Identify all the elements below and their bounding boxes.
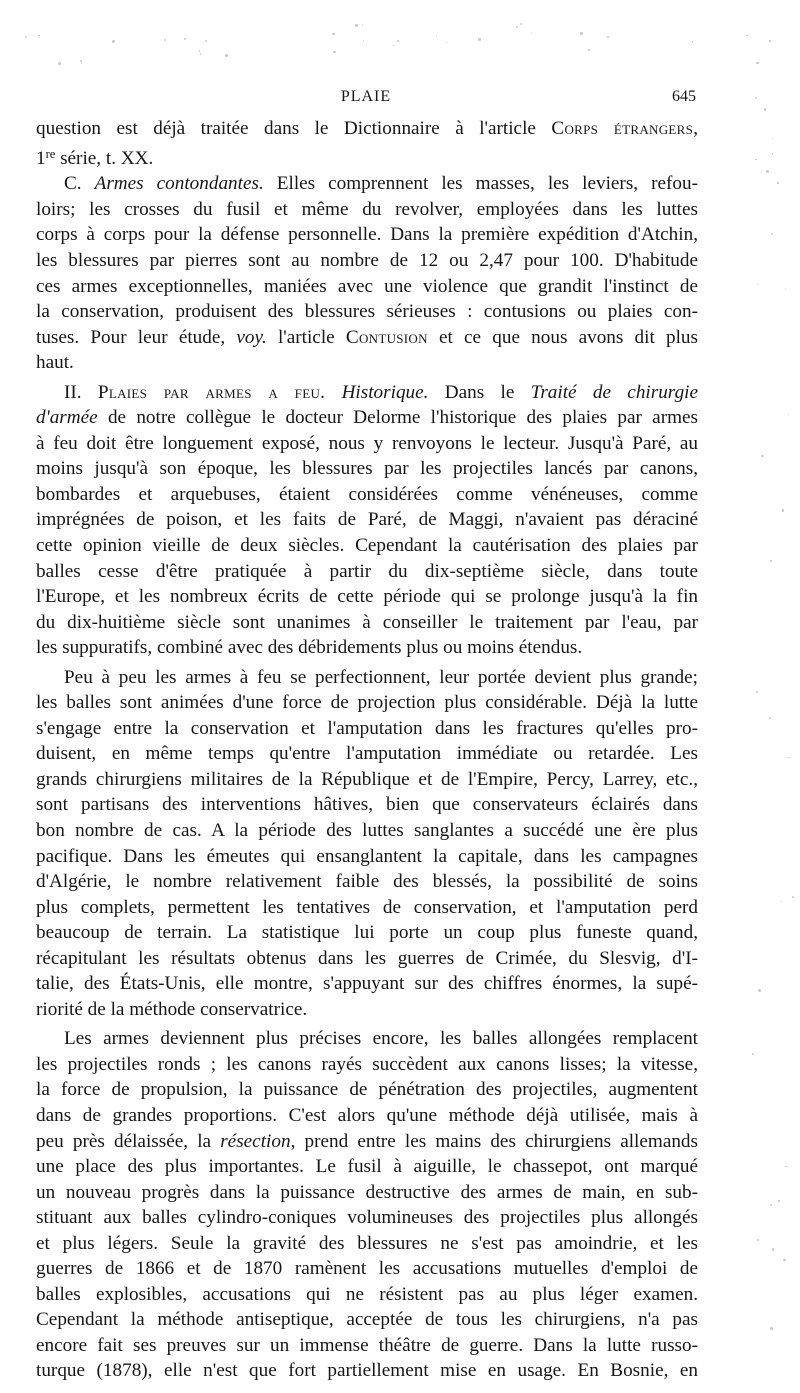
text-run: peu près délaissée, la [36,1130,221,1152]
speck [770,1327,773,1330]
text-line [36,997,698,1023]
speck [771,233,774,236]
text-run: tuses. Pour leur étude, [36,326,237,348]
speck [752,1053,754,1055]
text-line [36,1333,698,1359]
text-run: stituant aux balles cylindro-coniques volumineuses des projectiles plus allongés [36,1207,698,1229]
text-line [36,690,698,716]
speck [785,1166,786,1167]
text-line [36,405,698,431]
text-run: la force de propulsion, la puissance de pénétration des projectiles, augmentent [36,1079,698,1101]
text-run: balles explosibles, accusations qui ne résistent pas au plus léger examen. [36,1283,698,1305]
text-line [36,1205,698,1231]
speck [761,455,764,458]
running-title: PLAIE [340,88,392,105]
text-line [36,895,698,921]
text-run: voy. [236,326,267,348]
speck [755,97,757,99]
text-run: Corps étrangers [551,118,694,139]
speck [397,40,400,43]
speck [81,62,82,63]
speck [777,182,779,184]
text-run: ces armes exceptionnelles, maniées avec une violence que grandit l'instinct de [36,275,698,297]
text-line [36,431,698,457]
speck [516,26,517,27]
text-run: série, t. XX. [55,147,154,169]
speck [38,35,40,37]
speck [772,153,774,155]
text-line [36,299,698,325]
speck [769,717,771,719]
speck [225,54,228,57]
text-run: dans de grandes proportions. C'est alors qu'une méthode déjà utilisée, mais à [36,1105,698,1127]
text-line [36,482,698,508]
running-header [36,88,696,110]
speck [788,414,789,415]
speck [200,53,201,54]
text-run: à feu doit être longuement exposé, nous y renvoyons le lecteur. Jusqu'à Paré, au [36,432,698,454]
text-run: Contusion [345,326,428,348]
text-run: Les armes deviennent plus précises encore, les balles allongées remplacent [64,1028,698,1050]
text-run: du dix-huitième siècle sont unanimes à conseiller le traitement par l'eau, par [36,611,698,633]
text-run [325,382,341,403]
speck [764,108,766,110]
text-line [36,1154,698,1180]
speck [757,284,758,285]
text-line [36,946,698,972]
speck [588,49,590,51]
speck [164,39,166,41]
text-line [36,1307,698,1333]
speck [362,24,363,25]
text-line [36,635,698,661]
text-run: corps à corps pour la défense personnelle. Dans la première expédition d'Atchin, [36,224,698,246]
text-run: riorité de la méthode conservatrice. [36,998,308,1020]
speck [205,40,207,42]
text-line [36,1129,698,1155]
text-run: Historique. [341,381,429,403]
text-line [36,1282,698,1308]
text-line [36,533,698,559]
text-run: et ce que nous avons dit plus [427,326,698,348]
speck [770,1204,772,1206]
speck [778,1200,779,1201]
text-run: résection [220,1130,291,1152]
text-line [36,1103,698,1129]
text-run: moins jusqu'à son époque, les blessures par les projectiles lancés par canons, [36,458,698,480]
speck [436,35,437,36]
text-line [36,197,698,223]
speck [783,1259,785,1261]
text-run: Peu à peu les armes à feu se perfectionnent, leur portée devient plus grande; [64,666,698,688]
speck [184,38,186,40]
text-run: un nouveau progrès dans la puissance destructive des armes de main, en sub- [36,1181,698,1203]
text-line [36,1077,698,1103]
text-run: talie, des États-Unis, elle montre, s'appuyant sur des chiffres énormes, la supé- [36,973,698,995]
text-run: les projectiles ronds ; les canons rayés succèdent aux canons lisses; la vitesse, [36,1053,698,1075]
text-run: duisent, en même temps qu'entre l'amputation immédiate ou retardée. Les [36,743,698,765]
speck [792,896,795,899]
text-run: Dans le [428,381,531,403]
text-line [36,818,698,844]
text-run: bon nombre de cas. A la période des luttes sanglantes a succédé une ère plus [36,820,698,841]
speck [781,901,783,903]
text-run: d'Algérie, le nombre relativement faible des blessés, la possibilité de soins [36,871,698,893]
speck [785,289,786,290]
text-run: guerres de 1866 et de 1870 ramènent les accusations mutuelles d'emploi de [36,1258,698,1280]
speck [770,560,772,562]
speck [580,32,583,35]
text-line [36,920,698,946]
text-line [36,171,698,197]
text-run: Traité de chirurgie [530,381,699,403]
text-run: s'engage entre la conservation et l'amputation dans les fractures qu'elles pro- [36,717,698,739]
text-line [36,507,698,533]
text-run: les blessures par pierres sont au nombre de 12 ou 2,47 pour 100. D'habitude [36,249,698,271]
text-run: re [45,146,56,161]
text-run: turque (1878), elle n'est que fort partiellement mise en usage. En Bosnie, en [36,1360,698,1382]
text-line [36,1026,698,1052]
speck [363,40,365,42]
text-line [36,792,698,818]
speck [692,41,693,42]
text-run: haut. [36,352,74,374]
text-run: plus complets, permettent les tentatives de conservation, et l'amputation perd [36,896,698,918]
speck [756,62,759,65]
text-run: Plaies par armes a feu. [97,381,326,403]
body-text [36,116,698,1384]
speck [607,36,609,38]
text-run: et plus légers. Seule la gravité des blessures ne s'est pas amoindrie, et les [36,1232,698,1254]
text-run: Armes contondantes. [94,173,264,195]
speck [393,45,394,46]
speck [112,40,115,43]
text-line [36,610,698,636]
speck [772,138,774,140]
text-line [36,248,698,274]
text-line [36,274,698,300]
text-line [36,380,698,406]
text-line [36,222,698,248]
text-line [36,869,698,895]
speck [788,757,790,759]
text-line [36,1231,698,1257]
speck [757,1239,759,1241]
text-run: grands chirurgiens militaires de la République et de l'Empire, Percy, Larrey, etc., [36,768,698,790]
text-line [36,142,698,172]
text-run: question est déjà traitée dans le Dictionnaire à l'article [36,118,552,139]
text-line [36,584,698,610]
text-line [36,844,698,870]
text-run: encore fait ses preuves sur un immense théâtre de guerre. Dans la lutte russo- [36,1334,698,1356]
text-run: pacifique. Dans les émeutes qui ensanglantent la capitale, dans les campagnes [36,845,698,867]
text-line [36,325,698,351]
text-run: imprégnées de poison, et les faits de Paré, de Maggi, n'avaient pas déraciné [36,509,698,531]
speck [531,33,532,34]
text-run: Elles comprennent les masses, les leviers, refou- [263,173,698,195]
text-line [36,1052,698,1078]
speck [478,38,481,41]
text-line [36,1180,698,1206]
text-run: loirs; les crosses du fusil et même du revolver, employées dans les luttes [36,198,698,220]
speck [772,1248,774,1250]
text-line [36,1256,698,1282]
speck [58,62,61,65]
text-run: l'Europe, et les nombreux écrits de cette période qui se prolonge jusqu'à la fin [36,586,698,608]
text-run: cette opinion vieille de deux siècles. Cependant la cautérisation des plaies par [36,534,698,556]
text-run: d'armée [36,407,98,429]
speck [25,36,27,38]
speck [769,40,770,41]
speck [756,691,758,693]
text-run: Cependant la méthode antiseptique, acceptée de tous les chirurgiens, n'a pas [36,1309,698,1331]
text-line [36,767,698,793]
speck [333,51,335,53]
text-line [36,741,698,767]
text-run: une place des plus importantes. Le fusil à aiguille, le chassepot, ont marqué [36,1156,698,1178]
speck [446,42,447,43]
text-line [36,456,698,482]
text-run: beaucoup de terrain. La statistique lui porte un coup plus funeste quand, [36,922,698,944]
speck [355,24,358,27]
speck [758,989,760,991]
text-run: bombardes et arquebuses, étaient considérées comme vénéneuses, comme [36,483,698,505]
page-number: 645 [672,88,696,105]
text-line [36,971,698,997]
speck [746,35,748,37]
speck [520,23,522,25]
speck [199,50,200,51]
text-line [36,716,698,742]
text-run: les balles sont animées d'une force de projection plus considérable. Déjà la lutte [36,692,698,714]
text-run: , prend entre les mains des chirurgiens allemands [290,1130,698,1152]
text-line [36,116,698,142]
text-line [36,1358,698,1384]
text-run: l'article [266,326,346,348]
speck [332,33,335,36]
text-run: II. [64,381,98,403]
text-run: la conservation, produisent des blessures sérieuses : contusions ou plaies con- [36,301,698,323]
text-run: les suppuratifs, combiné avec des débridements plus ou moins étendus. [36,637,583,659]
text-run: C. [64,173,95,195]
text-run: , [693,118,698,139]
text-run: de notre collègue le docteur Delorme l'historique des plaies par armes [97,407,698,429]
text-run: balles cesse d'être pratiquée à partir du dix-septième siècle, dans toute [36,560,698,582]
text-run: 1 [36,147,46,169]
speck [755,159,756,160]
text-run: sont partisans des interventions hâtives, bien que conservateurs éclairés dans [36,794,698,816]
text-run: récapitulant les résultats obtenus dans les guerres de Crimée, du Slesvig, d'I- [36,947,698,969]
text-line [36,350,698,376]
speck [766,170,769,173]
speck [782,509,785,512]
text-line [36,665,698,691]
text-line [36,559,698,585]
